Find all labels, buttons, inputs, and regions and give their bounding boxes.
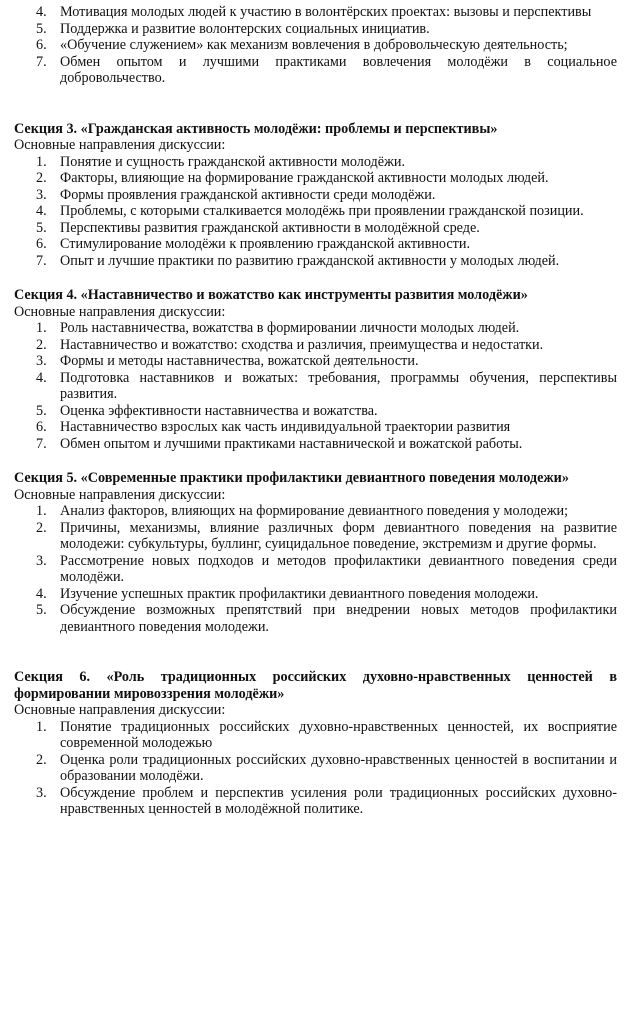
list-item: 6. Наставничество взрослых как часть индивидуальной траектории развития [36, 419, 511, 435]
list-item: 6. Стимулирование молодёжи к проявлению гражданской активности. [36, 236, 471, 252]
list-item: 3. Формы проявления гражданской активности среди молодёжи. [36, 186, 436, 203]
list-item: 5. Оценка эффективности наставничества и вожатства. [36, 402, 378, 419]
section-5 [14, 470, 617, 635]
section-title: Секция 3. «Гражданская активность молодёжи: проблемы и перспективы» [14, 120, 498, 137]
section-title: Секция 4. «Наставничество и вожатство как инструменты развития молодёжи» [14, 287, 528, 303]
list-item: 5. Обсуждение возможных препятствий при внедрении новых методов профилактики девиантного поведения молодежи. [36, 602, 617, 635]
list-item: 7. Опыт и лучшие практики по развитию гражданской активности у молодых людей. [36, 252, 560, 269]
list-item: 7. Обмен опытом и лучшими практиками вовлечения молодёжи в социальное добровольчество. [36, 53, 617, 86]
section-title: Секция 5. «Современные практики профилактики девиантного поведения молодежи» [14, 470, 569, 486]
list-item: 6. «Обучение служением» как механизм вовлечения в добровольческую деятельность; [36, 37, 568, 53]
list-item: 4. Мотивация молодых людей к участию в волонтёрских проектах: вызовы и перспективы [36, 4, 592, 20]
section-3 [14, 121, 617, 270]
section-intro: Основные направления дискуссии: [14, 137, 226, 153]
discussion-list [14, 503, 617, 635]
list-item: 1. Понятие и сущность гражданской активности молодёжи. [36, 153, 406, 170]
list-item: 4. Подготовка наставников и вожатых: требования, программы обучения, перспективы развития. [36, 369, 617, 402]
list-item: 3. Рассмотрение новых подходов и методов профилактики девиантного поведения среди молодёжи. [36, 552, 617, 585]
list-item: 1. Понятие традиционных российских духовно-нравственных ценностей, их восприятие современной молодежью [36, 718, 617, 751]
discussion-list [14, 154, 617, 270]
section-intro: Основные направления дискуссии: [14, 303, 226, 320]
section-4 [14, 287, 617, 452]
section-intro: Основные направления дискуссии: [14, 486, 226, 503]
list-item: 2. Наставничество и вожатство: сходства и различия, преимущества и недостатки. [36, 336, 544, 353]
discussion-list [14, 719, 617, 818]
list-item: 2. Оценка роли традиционных российских духовно-нравственных ценностей в воспитании и образовании молодёжи. [36, 751, 617, 784]
list-item: 2. Причины, механизмы, влияние различных форм девиантного поведения на развитие молодежи: субкультуры, буллинг, суицидальное поведение, экстремизм и другие формы. [36, 519, 617, 552]
list-item: 5. Поддержка и развитие волонтерских социальных инициатив. [36, 20, 430, 37]
list-item: 3. Формы и методы наставничества, вожатской деятельности. [36, 353, 419, 369]
document-page [14, 4, 617, 818]
list-item: 1. Анализ факторов, влияющих на формирование девиантного поведения у молодежи; [36, 503, 569, 519]
list-item: 1. Роль наставничества, вожатства в формировании личности молодых людей. [36, 320, 520, 336]
continued-list [14, 4, 617, 87]
list-item: 5. Перспективы развития гражданской активности в молодёжной среде. [36, 219, 480, 236]
list-item: 3. Обсуждение проблем и перспектив усиления роли традиционных российских духовно-нравственных ценностей в молодёжной политике. [36, 784, 617, 817]
discussion-list [14, 320, 617, 452]
list-item: 4. Изучение успешных практик профилактики девиантного поведения молодежи. [36, 585, 539, 602]
section-title: Секция 6. «Роль традиционных российских духовно-нравственных ценностей в формировании мировоззрения молодёжи» [14, 669, 617, 702]
list-item: 4. Проблемы, с которыми сталкивается молодёжь при проявлении гражданской позиции. [36, 203, 584, 219]
section-intro: Основные направления дискуссии: [14, 702, 226, 718]
list-item: 7. Обмен опытом и лучшими практиками наставнической и вожатской работы. [36, 435, 523, 452]
section-6 [14, 669, 617, 818]
list-item: 2. Факторы, влияющие на формирование гражданской активности молодых людей. [36, 170, 549, 186]
